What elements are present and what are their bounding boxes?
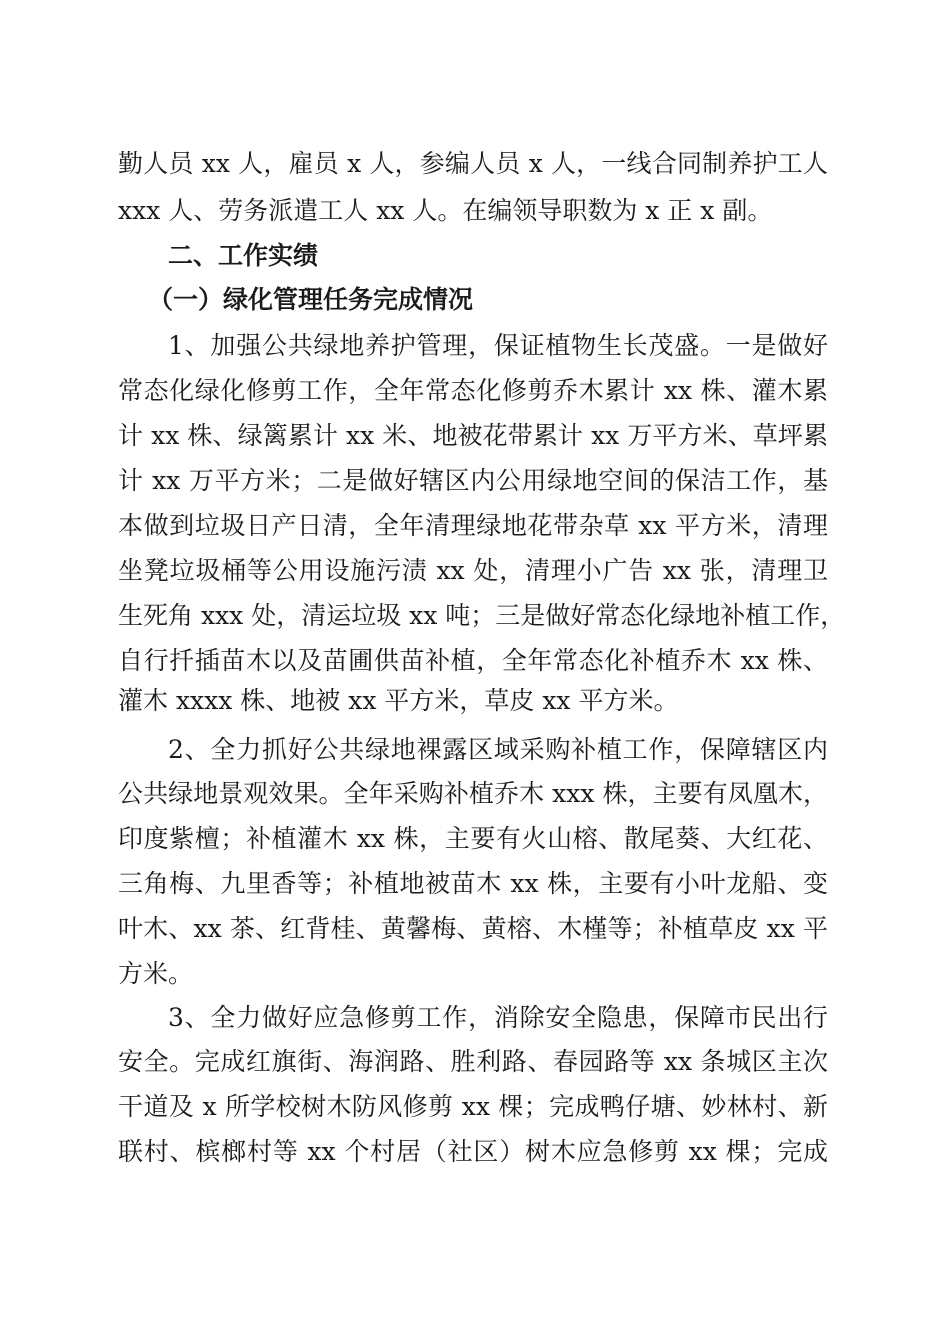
paragraph-line: 方米。 [118,959,194,988]
intro-line: xxx 人、劳务派遣工人 xx 人。在编领导职数为 x 正 x 副。 [118,196,773,225]
paragraph-line: 灌木 xxxx 株、地被 xx 平方米，草皮 xx 平方米。 [118,686,679,715]
paragraph-line: 三角梅、九里香等；补植地被苗木 xx 株，主要有小叶龙船、变 [118,869,828,898]
paragraph-line: 生死角 xxx 处，清运垃圾 xx 吨；三是做好常态化绿地补植工作， [118,601,846,630]
paragraph-line: 计 xx 万平方米；二是做好辖区内公用绿地空间的保洁工作，基 [118,466,828,495]
subsection-heading: （一）绿化管理任务完成情况 [148,285,474,314]
paragraph-line: 坐凳垃圾桶等公用设施污渍 xx 处，清理小广告 xx 张，清理卫 [118,556,828,585]
paragraph-line: 公共绿地景观效果。全年采购补植乔木 xxx 株，主要有凤凰木， [118,779,828,808]
paragraph-line: 常态化绿化修剪工作，全年常态化修剪乔木累计 xx 株、灌木累 [118,376,828,405]
intro-line: 勤人员 xx 人，雇员 x 人，参编人员 x 人，一线合同制养护工人 [118,149,828,178]
paragraph-line: 干道及 x 所学校树木防风修剪 xx 棵；完成鸭仔塘、妙林村、新 [118,1092,828,1121]
paragraph-line: 自行扦插苗木以及苗圃供苗补植，全年常态化补植乔木 xx 株、 [118,646,828,675]
paragraph-line: 计 xx 株、绿篱累计 xx 米、地被花带累计 xx 万平方米、草坪累 [118,421,828,450]
paragraph-line: 1、加强公共绿地养护管理，保证植物生长茂盛。一是做好 [168,331,828,360]
section-heading: 二、工作实绩 [168,241,319,270]
paragraph-line: 印度紫檀；补植灌木 xx 株，主要有火山榕、散尾葵、大红花、 [118,824,828,853]
paragraph-line: 2、全力抓好公共绿地裸露区域采购补植工作，保障辖区内 [168,735,828,764]
paragraph-line: 叶木、xx 茶、红背桂、黄馨梅、黄榕、木槿等；补植草皮 xx 平 [118,914,828,943]
paragraph-line: 联村、槟榔村等 xx 个村居（社区）树木应急修剪 xx 棵；完成 [118,1137,828,1166]
paragraph-line: 本做到垃圾日产日清，全年清理绿地花带杂草 xx 平方米，清理 [118,511,828,540]
paragraph-line: 安全。完成红旗街、海润路、胜利路、春园路等 xx 条城区主次 [118,1047,828,1076]
paragraph-line: 3、全力做好应急修剪工作，消除安全隐患，保障市民出行 [168,1003,828,1032]
